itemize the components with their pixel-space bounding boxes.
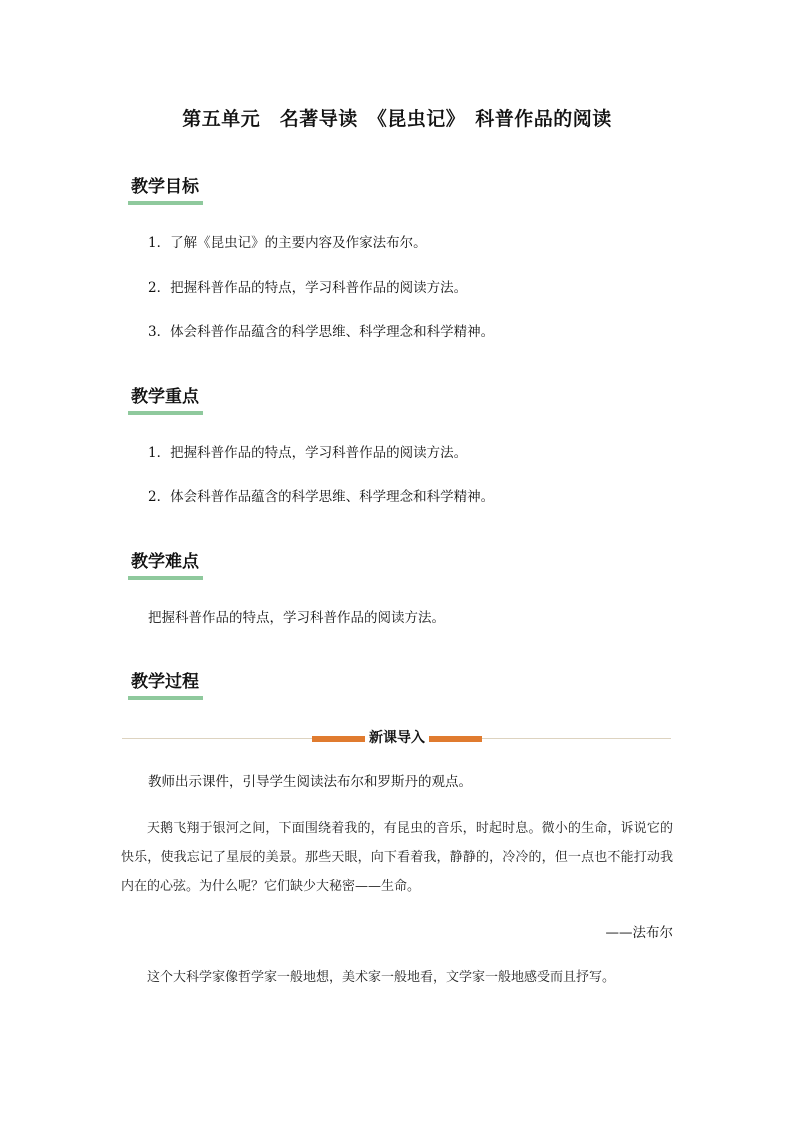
section-heading-process: 教学过程 xyxy=(128,671,203,700)
process-intro: 教师出示课件，引导学生阅读法布尔和罗斯丹的观点。 xyxy=(148,774,472,790)
objective-item-3: 3．体会科普作品蕴含的科学思维、科学理念和科学精神。 xyxy=(148,324,495,340)
page-title: 第五单元 名著导读 《昆虫记》 科普作品的阅读 xyxy=(182,108,612,130)
key-point-item-1: 1．把握科普作品的特点，学习科普作品的阅读方法。 xyxy=(148,445,468,461)
section-heading-difficulties: 教学难点 xyxy=(128,551,203,580)
divider-accent-right xyxy=(429,736,482,742)
quote-attribution: ——法布尔 xyxy=(605,925,673,941)
section-heading-key-points: 教学重点 xyxy=(128,386,203,415)
key-point-item-2: 2．体会科普作品蕴含的科学思维、科学理念和科学精神。 xyxy=(148,489,495,505)
divider-label: 新课导入 xyxy=(365,728,429,748)
difficulty-text: 把握科普作品的特点，学习科普作品的阅读方法。 xyxy=(148,610,445,626)
quote-rostand: 这个大科学家像哲学家一般地想，美术家一般地看，文学家一般地感受而且抒写。 xyxy=(147,970,616,985)
section-heading-objectives: 教学目标 xyxy=(128,176,203,205)
objective-item-2: 2．把握科普作品的特点，学习科普作品的阅读方法。 xyxy=(148,280,468,296)
quote-fabre: 天鹅飞翔于银河之间，下面围绕着我的，有昆虫的音乐，时起时息。微小的生命，诉说它的快乐，使我忘记了星辰的美景。那些天眼，向下看着我，静静的，冷冷的，但一点也不能打动我内在的心弦。为什么呢？它们缺少大秘密——生命。 xyxy=(121,821,673,894)
divider-accent-left xyxy=(312,736,365,742)
objective-item-1: 1．了解《昆虫记》的主要内容及作家法布尔。 xyxy=(148,235,427,251)
